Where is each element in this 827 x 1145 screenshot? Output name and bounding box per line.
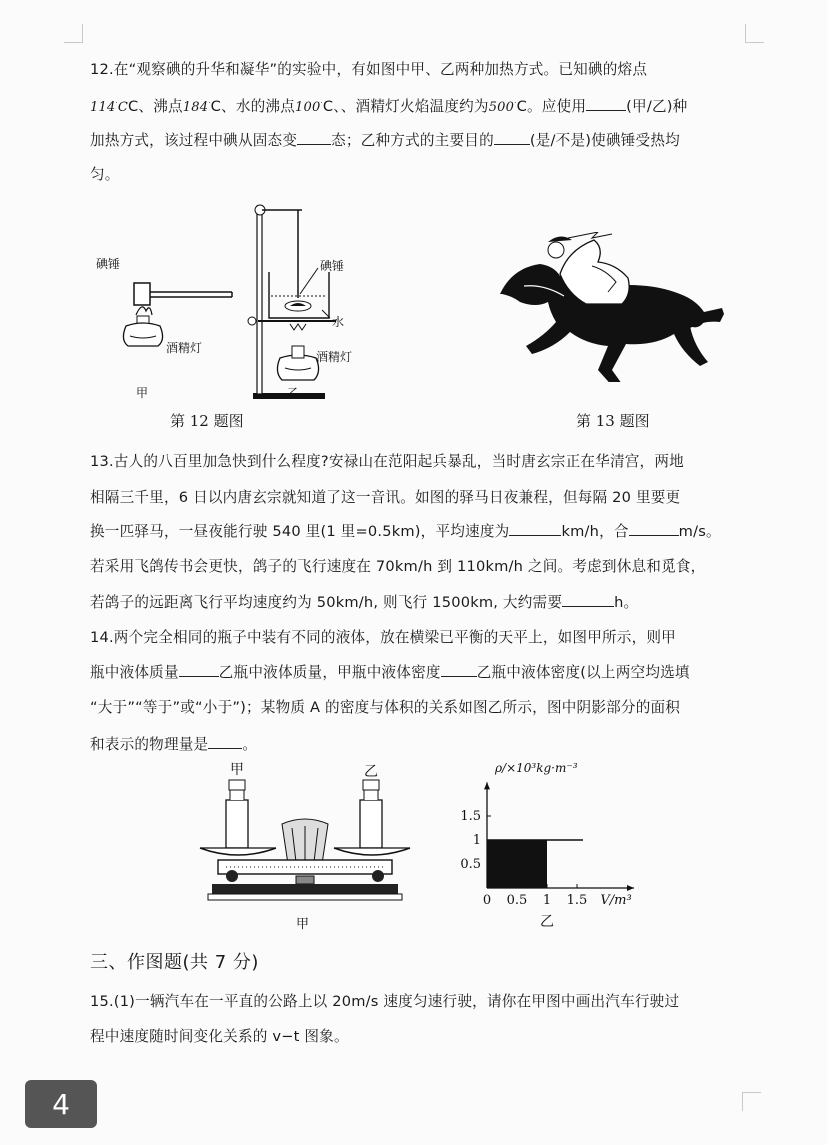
section-3-title: 三、作图题(共 7 分) — [90, 952, 259, 973]
y-axis-arrow — [484, 782, 490, 789]
q12-line4: 匀。 — [90, 166, 120, 183]
y-axis-label: ρ/×10³kg·m⁻³ — [495, 761, 578, 775]
x-tick-label: 0 — [482, 893, 492, 908]
y-tick-label: 1.5 — [460, 809, 481, 824]
q12-line3: 加热方式，该过程中碘从固态变 态；乙种方式的主要目的 (是/不是)使碘锤受热均 — [90, 132, 680, 149]
crop-mark-bottom-right — [742, 1092, 761, 1111]
crop-mark-top-left — [64, 24, 83, 43]
q14-line1: 14.两个完全相同的瓶子中装有不同的液体，放在横梁已平衡的天平上，如图甲所示，则甲 — [90, 629, 676, 646]
fig12-caption: 第 12 题图 — [170, 412, 244, 430]
q12-blank-1[interactable] — [586, 98, 626, 111]
fig12-label-yi: 乙 — [287, 386, 300, 400]
q12-line1: 12.在“观察碘的升华和凝华”的实验中，有如图中甲、乙两种加热方式。已知碘的熔点 — [90, 61, 648, 78]
q15-line1: 15.(1)一辆汽车在一平直的公路上以 20m/s 速度匀速行驶，请你在甲图中画出汽车行驶过 — [90, 993, 680, 1010]
q14-blank-mass[interactable] — [179, 664, 219, 677]
x-tick-label: 1.5 — [566, 893, 588, 908]
q13-line2: 相隔三千里，6 日以内唐玄宗就知道了这一音讯。如图的驿马日夜兼程，但每隔 20 里要更 — [90, 489, 681, 506]
fig14-label-yi-top: 乙 — [364, 764, 378, 780]
q13-blank-speed-ms[interactable] — [629, 523, 679, 536]
q14-line2: 瓶中液体质量 乙瓶中液体质量，甲瓶中液体密度 乙瓶中液体密度(以上两空均选填 — [90, 664, 690, 681]
fig13-caption: 第 13 题图 — [576, 412, 650, 430]
q13-line4: 若采用飞鸽传书会更快，鸽子的飞行速度在 70km/h 到 110km/h 之间。考虑到休息和觅食， — [90, 558, 706, 575]
fig12-label-jia: 甲 — [136, 386, 149, 400]
q13-blank-hours[interactable] — [562, 594, 614, 607]
fig12-label-water: 水 — [332, 315, 345, 329]
q15-line2: 程中速度随时间变化关系的 v−t 图象。 — [90, 1028, 349, 1045]
page-number-badge[interactable]: 4 — [25, 1080, 97, 1128]
fig14-density-volume-graph — [455, 756, 655, 934]
fig12-label-hammer-b: 碘锤 — [320, 259, 345, 273]
q12-blank-2[interactable] — [297, 132, 331, 145]
q13-line5: 若鸽子的远距离飞行平均速度约为 50km/h, 则飞行 1500km, 大约需要 h。 — [90, 594, 639, 611]
shaded-area — [487, 840, 547, 888]
q14-blank-density[interactable] — [441, 664, 477, 677]
crop-mark-top-right — [745, 24, 764, 43]
x-tick-label: 1 — [542, 893, 552, 908]
fig12-apparatus — [90, 188, 390, 403]
x-axis-arrow — [627, 885, 634, 891]
q13-line1: 13.古人的八百里加急快到什么程度?安禄山在范阳起兵暴乱，当时唐玄宗正在华清宫，两地 — [90, 453, 684, 470]
q13-blank-speed-kmh[interactable] — [509, 523, 561, 536]
y-tick-label: 0.5 — [460, 857, 481, 872]
fig12-label-lamp-b: 酒精灯 — [316, 350, 353, 364]
q12-line2: 114·CC、沸点184·C、水的沸点100·C、、酒精灯火焰温度约为500·C。应使用 (甲/乙)种 — [90, 98, 688, 115]
fig14-label-jia-top: 甲 — [230, 762, 244, 778]
fig14-balance-illustration — [196, 756, 416, 931]
fig13-galloping-horse-illustration — [480, 232, 730, 382]
q14-blank-quantity[interactable] — [208, 736, 242, 749]
x-axis-label: V/m³ — [600, 893, 632, 908]
fig12-label-hammer-a: 碘锤 — [96, 257, 121, 271]
q14-line4: 和表示的物理量是 。 — [90, 736, 258, 753]
q14-line3: “大于”“等于”或“小于”)；某物质 A 的密度与体积的关系如图乙所示，图中阴影部分的面积 — [90, 699, 681, 716]
graph-caption: 乙 — [540, 914, 554, 930]
x-tick-label: 0.5 — [506, 893, 528, 908]
q13-line3: 换一匹驿马，一昼夜能行驶 540 里(1 里=0.5km)，平均速度为 km/h，合 m/s。 — [90, 523, 721, 540]
y-tick-label: 1 — [472, 833, 481, 848]
fig14-label-jia-bottom: 甲 — [296, 917, 310, 931]
q12-blank-3[interactable] — [494, 132, 530, 145]
fig12-label-lamp-a: 酒精灯 — [166, 341, 203, 355]
